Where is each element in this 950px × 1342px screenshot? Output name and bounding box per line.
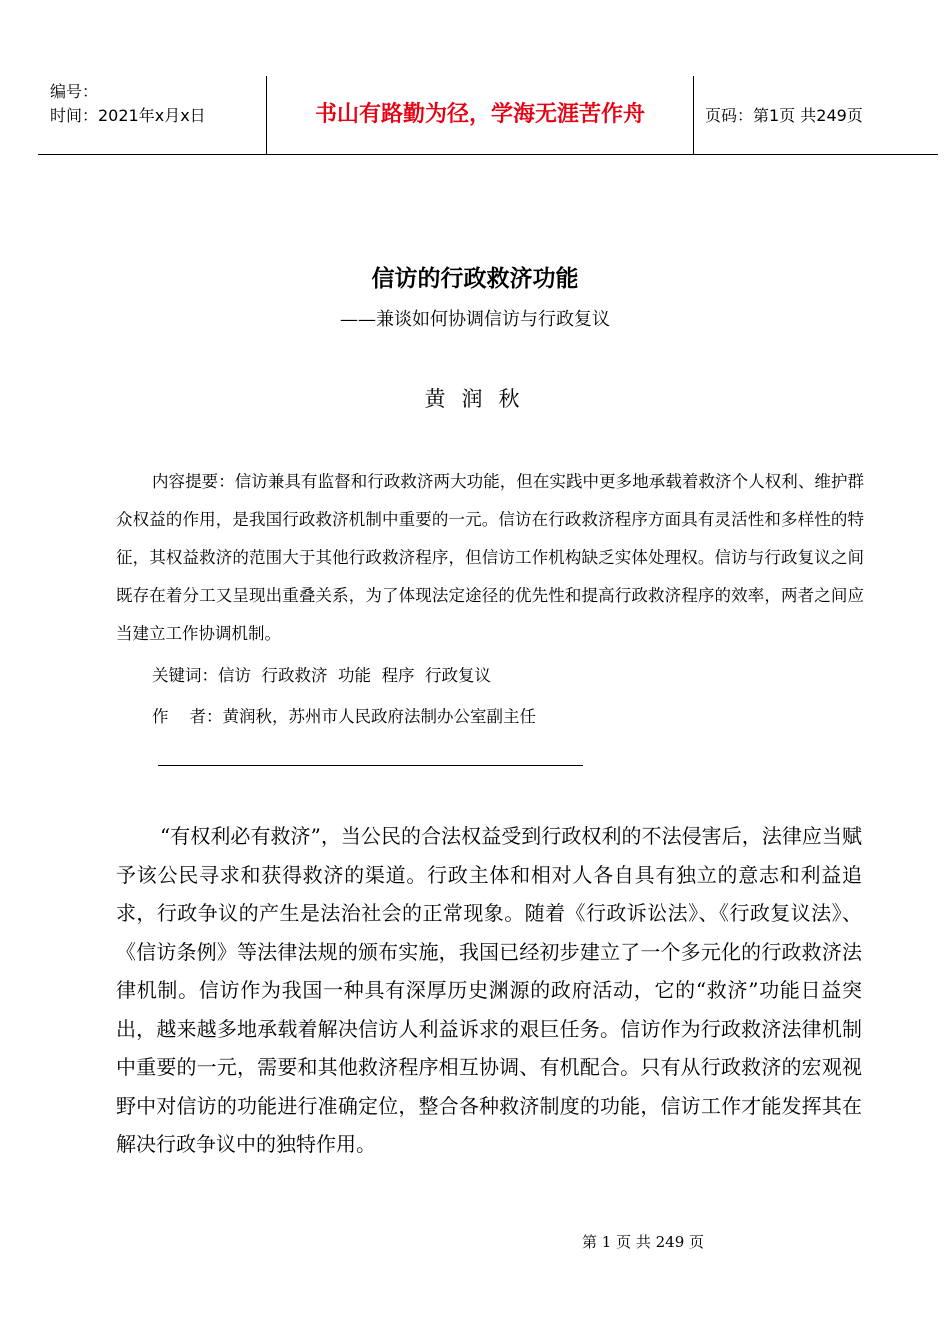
header-divider [693,76,694,154]
header-number-label: 编号： [50,82,99,101]
page-footer: 第 1 页 共 249 页 [582,1233,705,1251]
article-abstract: 内容提要：信访兼具有监督和行政救济两大功能，但在实践中更多地承载着救济个人权利、维护群众权益的作用，是我国行政救济机制中重要的一元。信访在行政救济程序方面具有灵活性和多样性的特征，其权益救济的范围大于其他行政救济程序，但信访工作机构缺乏实体处理权。信访与行政复议之间既存在着分工又呈现出重叠关系，为了体现法定途径的优先性和提高行政救济程序的效率，两者之间应当建立工作协调机制。 [116,472,864,643]
document-header [38,76,938,155]
header-motto: 书山有路勤为径，学海无涯苦作舟 [314,102,645,127]
article-body-paragraph: “有权利必有救济”，当公民的合法权益受到行政权利的不法侵害后，法律应当赋予该公民寻求和获得救济的渠道。行政主体和相对人各自具有独立的意志和利益追求，行政争议的产生是法治社会的正常现象。随着《行政诉讼法》、《行政复议法》、《信访条例》等法律法规的颁布实施，我国已经初步建立了一个多元化的行政救济法律机制。信访作为我国一种具有深厚历史渊源的政府活动，它的“救济”功能日益突出，越来越多地承载着解决信访人利益诉求的艰巨任务。信访作为行政救济法律机制中重要的一元，需要和其他救济程序相互协调、有机配合。只有从行政救济的宏观视野中对信访的功能进行准确定位，整合各种救济制度的功能，信访工作才能发挥其在解决行政争议中的独特作用。 [116,824,862,1156]
article-keywords: 关键词：信访 行政救济 功能 程序 行政复议 [152,666,491,685]
article-author: 黄润秋 [424,387,536,411]
article-subtitle: ——兼谈如何协调信访与行政复议 [340,309,610,330]
separator-rule [158,765,583,766]
article-title: 信访的行政救济功能 [371,265,579,292]
header-page-label: 页码：第1页 共249页 [705,106,863,125]
article-author-info: 作 者：黄润秋，苏州市人民政府法制办公室副主任 [152,707,536,726]
header-date-label: 时间：2021年x月x日 [50,106,206,125]
header-meta [50,80,206,128]
